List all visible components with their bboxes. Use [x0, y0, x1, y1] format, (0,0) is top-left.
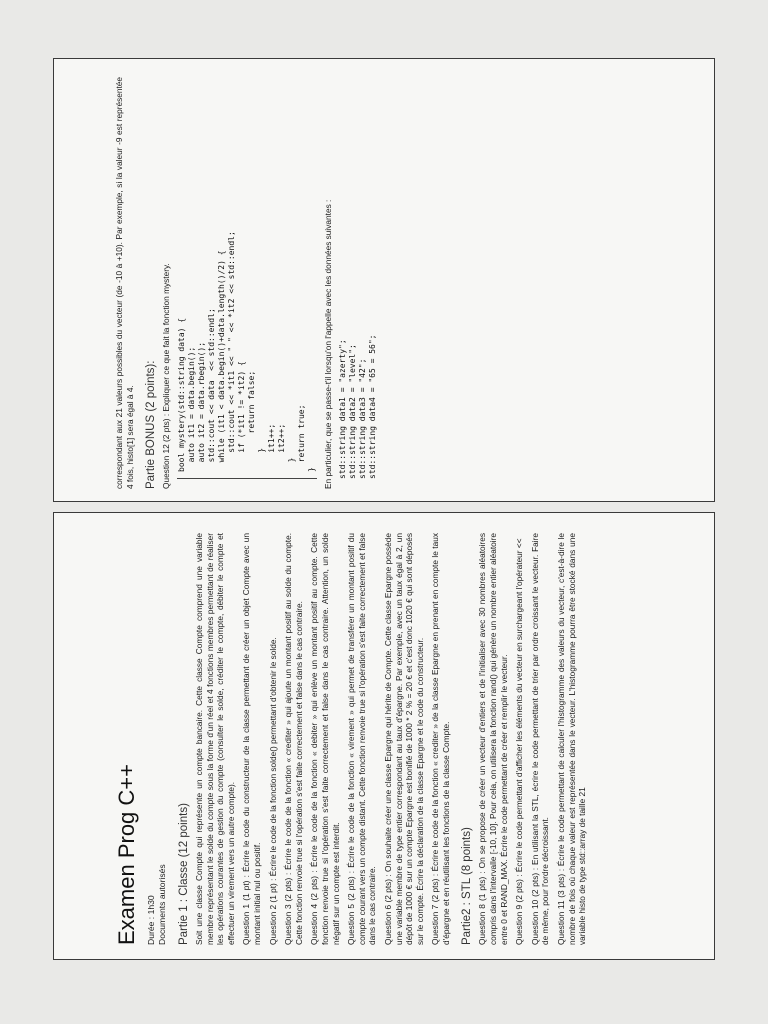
question-12: Question 12 (2 pts) : Expliquer ce que fait la fonction mystery. — [161, 263, 172, 489]
question-3: Question 3 (2 pts) : Écrire le code de la fonction « crediter » qui ajoute un montant positif au solde du compte. Cette fonction renvoie true si l'opération s'est faite correctement et false dans le cas contraire. — [283, 533, 304, 945]
part1-intro: Soit une classe Compte qui représente un compte bancaire. Cette classe Compte comprend une variable membre représentant le solde du compte sous la forme d'un réel et 4 fonctions membres permettant de réaliser les opérations courantes de gestion du compte (consulter le solde, créditer le compte, débiter le compte et effectuer un virement vers un autre compte). — [194, 533, 236, 945]
mystery-inputs-code: std::string data1 = "azerty"; std::string data2 = "level"; std::string data3 = "42"; std::string data4 = "65 = 56"; — [338, 334, 378, 479]
question-6: Question 6 (2 pts) : On souhaite créer une classe Epargne qui hérite de Compte. Cette classe Epargne possède une variable membre de type entier correspondant au taux d'épargne. Par exemple, avec un taux égal à 2, un dépôt de 1000 € sur un compte Epargne est bonifié de 1000 * 2 % = 20 € et c'est donc 1020 € qui sont déposés sur le compte. Écrire la déclaration de la classe Epargne et le code du constructeur. — [382, 533, 425, 945]
question-7: Question 7 (2 pts) : Écrire le code de la fonction « crediter » de la classe Epargne en prenant en compte le taux d'épargne et en réutilisant les fonctions de la classe Compte. — [430, 533, 451, 945]
exam-title: Examen Prog C++ — [114, 764, 139, 945]
exam-documents: Documents autorisés — [157, 864, 167, 945]
exam-duration: Durée : 1h30 — [146, 895, 156, 945]
exam-page-2 — [53, 58, 715, 502]
question-10: Question 10 (2 pts) : En utilisant la STL, écrire le code permettant de trier par ordre croissant le vecteur. Faire de même, pour l'ordre décroissant. — [529, 533, 551, 945]
question-1: Question 1 (1 pt) : Écrire le code du constructeur de la classe permettant de créer un objet Compte avec un montant initial nul ou positif. — [241, 533, 262, 945]
question-11-continuation: correspondant aux 21 valeurs possibles du vecteur (de -10 à +10). Par exemple, si la valeur -9 est représentée 4 fois, histo[1] sera égal à 4. — [114, 77, 135, 489]
part2-title: Partie2 : STL (8 points) — [461, 827, 474, 945]
exam-page-1 — [53, 512, 715, 960]
exam-page-2-content — [54, 59, 714, 501]
question-5: Question 5 (2 pts) : Écrire le code de la fonction « virement » qui permet de transférer un montant positif du compte courant vers un compte distant. Cette fonction renvoie true si l'opération s'est faite correctement et false dans le cas contraire. — [346, 533, 378, 945]
question-12-followup: En particulier, que se passe-t'il lorsqu'on l'appelle avec les données suivantes : — [322, 199, 333, 489]
bonus-title: Partie BONUS (2 points): — [145, 360, 158, 489]
part1-title: Partie 1 : Classe (12 points) — [178, 803, 190, 945]
question-2: Question 2 (1 pt) : Écrire le code de la fonction solde() permettant d'obtenir le solde. — [267, 637, 278, 945]
question-4: Question 4 (2 pts) : Écrire le code de la fonction « debiter » qui enlève un montant positif au compte. Cette fonction renvoie true si l'opération s'est faite correctement et false dans le cas contraire. Attention, un solde négatif sur un compte est interdit. — [309, 533, 341, 945]
exam-page-1-content — [54, 513, 714, 959]
question-8: Question 8 (1 pts) : On se propose de créer un vecteur d'entiers et de l'initialiser avec 30 nombres aléatoires compris dans l'intervalle [-10, 10]. Pour cela, on utilisera la fonction rand() qui génère un nombre entier aléatoire entre 0 et RAND_MAX. Écrire le code permettant de créer et remplir le vecteur. — [477, 533, 509, 945]
question-9: Question 9 (2 pts) : Écrire le code permettant d'afficher les éléments du vecteur en surchargeant l'opérateur << — [514, 538, 525, 945]
question-11: Question 11 (3 pts) : Écrire le code permettant de calculer l'histogramme des valeurs du vecteur, c'est-à-dire le nombre de fois où chaque valeur est représentée dans le vecteur. L'histogramme pourra être stocké dans une variable histo de type std::array de taille 21 — [556, 533, 588, 945]
mystery-code: bool mystery(std::string data) { auto it1 = data.begin(); auto it2 = data.rbegin(); std::cout << data << std::endl; while (it1 < data.begin()+data.length()/2) { std::cout << *it1 << " " << *it2 << std::endl; if (*it1 != *it2) { return false; } it1++; it2++; } return true; } — [177, 77, 317, 479]
